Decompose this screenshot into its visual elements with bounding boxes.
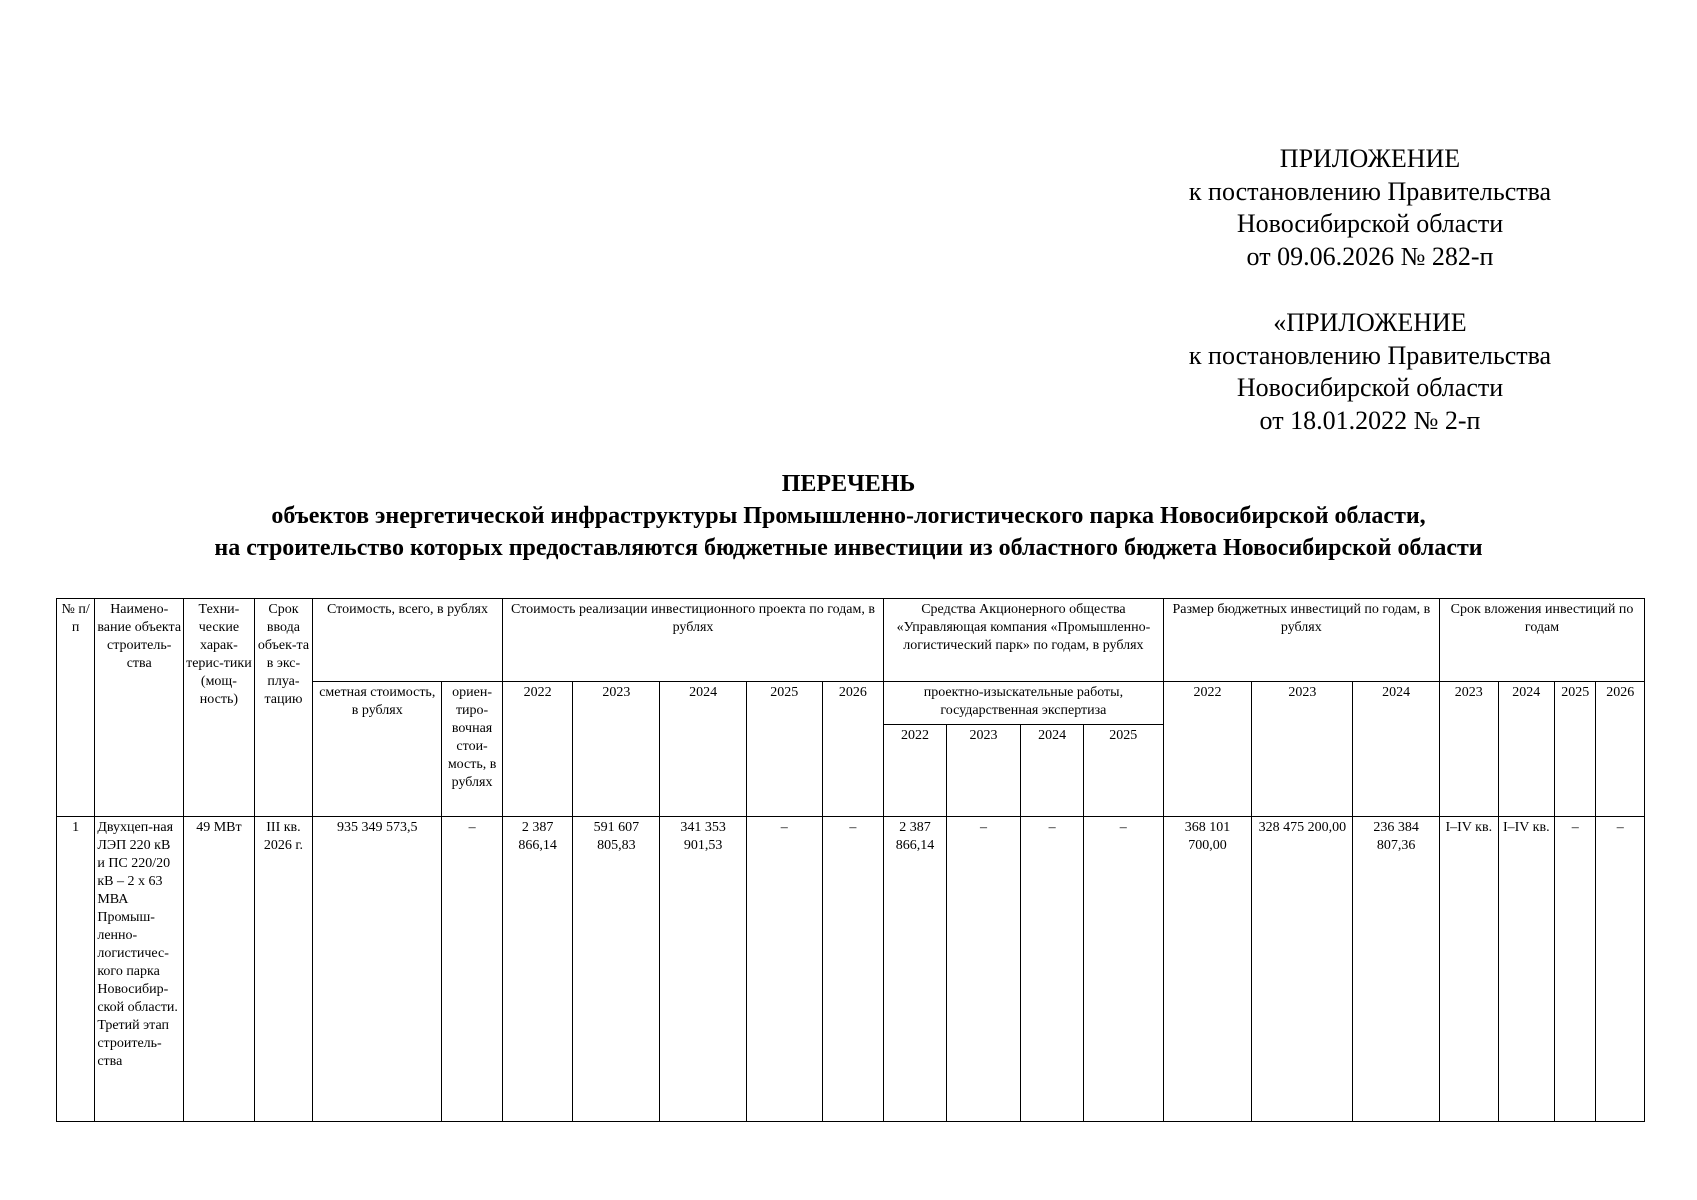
original-appendix-date-line: от 18.01.2022 № 2-п	[1259, 405, 1481, 435]
header-impl-year: 2025	[746, 682, 822, 817]
appendix-region-line: Новосибирской области	[1236, 209, 1504, 238]
cell-estimate-cost: 935 349 573,5	[313, 817, 442, 1122]
cell-company-funds: –	[1083, 817, 1163, 1122]
cell-impl-cost: 591 607 805,83	[573, 817, 660, 1122]
document-title	[40, 468, 1657, 564]
appendix-heading: ПРИЛОЖЕНИЕ	[1279, 144, 1461, 173]
header-company-year: 2023	[946, 725, 1021, 817]
cell-company-funds: –	[1021, 817, 1084, 1122]
cell-impl-cost: 2 387 866,14	[502, 817, 573, 1122]
header-term-year: 2023	[1440, 682, 1499, 817]
appendix-date-line: от 09.06.2026 № 282-п	[1246, 241, 1494, 271]
title-subline-2: на строительство которых предоставляются бюджетные инвестиции из областного бюджета Новосибирской области	[214, 535, 1483, 561]
cell-budget-investment: 368 101 700,00	[1163, 817, 1252, 1122]
appendix-resolution-line: к постановлению Правительства	[1188, 176, 1552, 206]
cell-technical-specs: 49 МВт	[184, 817, 255, 1122]
header-impl-year: 2024	[660, 682, 747, 817]
cell-object-name: Двухцеп-ная ЛЭП 220 кВ и ПС 220/20 кВ – 2 х 63 МВА Промыш-ленно-логистичес-кого парка Новосибир-ской области. Третий этап строитель-ства	[95, 817, 184, 1122]
title-heading: ПЕРЕЧЕНЬ	[781, 471, 916, 497]
header-term-year: 2025	[1555, 682, 1596, 817]
header-term-year: 2024	[1498, 682, 1554, 817]
header-budget-year: 2022	[1163, 682, 1252, 817]
table-row	[57, 817, 1645, 1122]
title-subline-1: объектов энергетической инфраструктуры Промышленно-логистического парка Новосибирской области,	[271, 503, 1426, 529]
header-technical-specs: Техни-ческие харак-терис-тики (мощ-ность)	[184, 599, 255, 817]
cell-investment-term: –	[1596, 817, 1645, 1122]
cell-investment-term: I–IV кв.	[1498, 817, 1554, 1122]
header-design-work: проектно-изыскательные работы, государственная экспертиза	[884, 682, 1163, 725]
cell-approx-cost: –	[442, 817, 503, 1122]
cell-commissioning-term: III кв. 2026 г.	[254, 817, 313, 1122]
cell-budget-investment: 236 384 807,36	[1353, 817, 1440, 1122]
header-estimate-cost: сметная стоимость, в рублях	[313, 682, 442, 817]
header-object-name: Наимено-вание объекта строитель-ства	[95, 599, 184, 817]
header-impl-year: 2026	[822, 682, 884, 817]
header-company-year: 2024	[1021, 725, 1084, 817]
header-approx-cost: ориен-тиро-вочная стои-мость, в рублях	[442, 682, 503, 817]
cell-impl-cost: –	[746, 817, 822, 1122]
cell-impl-cost: 341 353 901,53	[660, 817, 747, 1122]
header-term-year: 2026	[1596, 682, 1645, 817]
header-company-funds: Средства Акционерного общества «Управляющая компания «Промышленно-логистический парк» по годам, в рублях	[884, 599, 1163, 682]
cell-company-funds: –	[946, 817, 1021, 1122]
header-impl-year: 2023	[573, 682, 660, 817]
cell-investment-term: I–IV кв.	[1440, 817, 1499, 1122]
cell-investment-term: –	[1555, 817, 1596, 1122]
original-appendix-heading: «ПРИЛОЖЕНИЕ	[1273, 308, 1467, 337]
header-total-cost: Стоимость, всего, в рублях	[313, 599, 503, 682]
header-company-year: 2022	[884, 725, 947, 817]
header-budget-year: 2024	[1353, 682, 1440, 817]
cell-company-funds: 2 387 866,14	[884, 817, 947, 1122]
header-investment-term: Срок вложения инвестиций по годам	[1440, 599, 1645, 682]
appendix-block	[1140, 143, 1600, 437]
investment-table	[56, 598, 1645, 1122]
cell-budget-investment: 328 475 200,00	[1252, 817, 1353, 1122]
cell-impl-cost: –	[822, 817, 884, 1122]
original-appendix-region-line: Новосибирской области	[1236, 373, 1504, 402]
header-impl-year: 2022	[502, 682, 573, 817]
header-num: № п/п	[57, 599, 95, 817]
header-commissioning-term: Срок ввода объек-та в экс-плуа-тацию	[254, 599, 313, 817]
header-budget-year: 2023	[1252, 682, 1353, 817]
header-company-year: 2025	[1083, 725, 1163, 817]
cell-num: 1	[57, 817, 95, 1122]
header-budget-investments: Размер бюджетных инвестиций по годам, в рублях	[1163, 599, 1439, 682]
header-implementation-cost: Стоимость реализации инвестиционного проекта по годам, в рублях	[502, 599, 883, 682]
original-appendix-resolution-line: к постановлению Правительства	[1188, 340, 1552, 370]
